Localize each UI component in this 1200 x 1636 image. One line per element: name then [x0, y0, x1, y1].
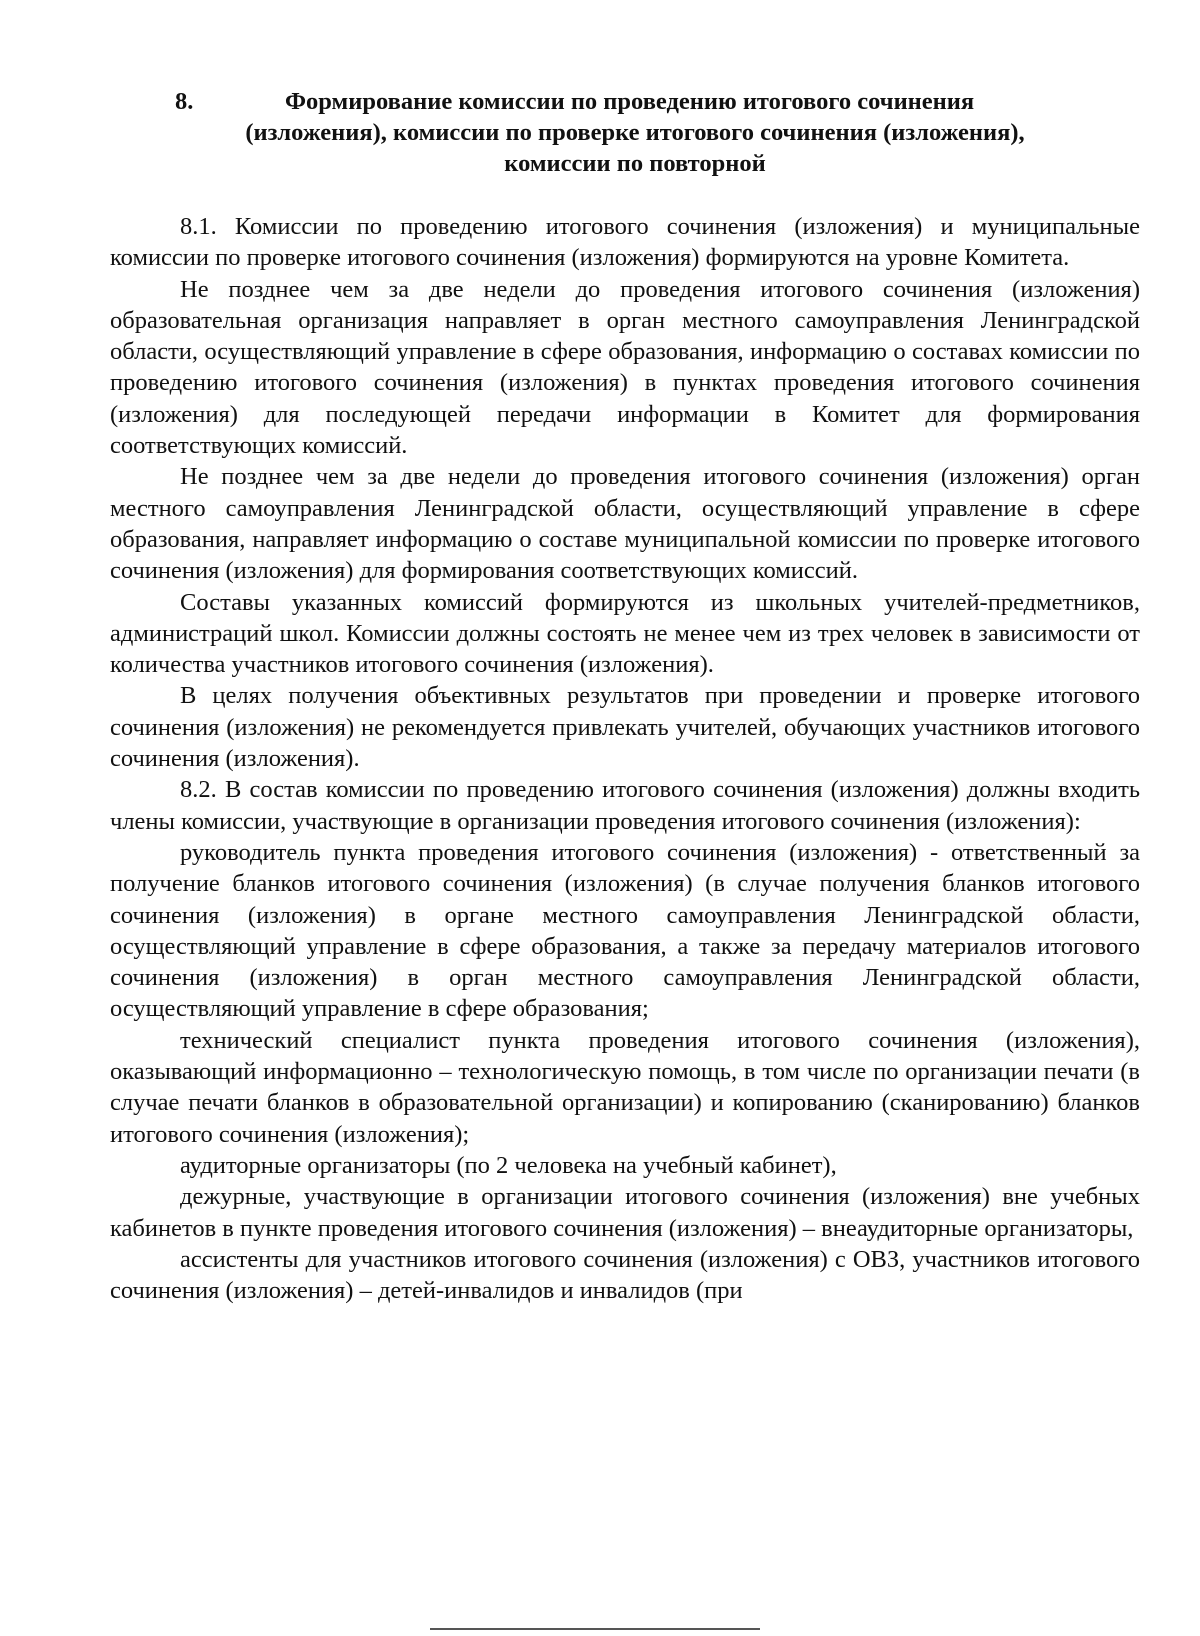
- heading-line-3: комиссии по повторной: [504, 150, 766, 177]
- list-item-assistants: ассистенты для участников итогового сочинения (изложения) с ОВЗ, участников итогового сочинения (изложения) – детей-инвалидов и инвалидов (при: [110, 1245, 1140, 1305]
- paragraph-8-2: 8.2. В состав комиссии по проведению итогового сочинения (изложения) должны входить члены комиссии, участвующие в организации проведения итогового сочинения (изложения):: [110, 776, 1140, 835]
- list-item-auditory-organizers: аудиторные организаторы (по 2 человека на учебный кабинет),: [180, 1151, 837, 1179]
- list-item-tech-specialist: технический специалист пункта проведения итогового сочинения (изложения), оказывающий информационно – технологическую помощь, в том числе по организации печати (в случае печати бланков в образовательной организации) и копированию (сканированию) бланков итогового сочинения (изложения);: [110, 1026, 1140, 1148]
- heading-line-1: Формирование комиссии по проведению итогового сочинения: [285, 88, 975, 115]
- list-item-duty-staff: дежурные, участвующие в организации итогового сочинения (изложения) вне учебных кабинетов в пункте проведения итогового сочинения (изложения) – внеаудиторные организаторы,: [110, 1183, 1140, 1242]
- section-number: 8.: [175, 88, 194, 115]
- paragraph: В целях получения объективных результатов при проведении и проверке итогового сочинения (изложения) не рекомендуется привлекать учителей, обучающих участников итогового сочинения (изложения).: [110, 682, 1140, 773]
- document-body: [110, 211, 1140, 1306]
- paragraph: Не позднее чем за две недели до проведения итогового сочинения (изложения) орган местного самоуправления Ленинградской области, осуществляющий управление в сфере образования, направляет информацию о составе муниципальной комиссии по проверке итогового сочинения (изложения) для формирования соответствующих комиссий.: [110, 463, 1140, 585]
- paragraph: Составы указанных комиссий формируются из школьных учителей-предметников, администраций школ. Комиссии должны состоять не менее чем из трех человек в зависимости от количества участников итогового сочинения (изложения).: [110, 588, 1140, 679]
- paragraph-8-1: 8.1. Комиссии по проведению итогового сочинения (изложения) и муниципальные комиссии по проверке итогового сочинения (изложения) формируются на уровне Комитета.: [110, 213, 1140, 272]
- paragraph: Не позднее чем за две недели до проведения итогового сочинения (изложения) образовательная организация направляет в орган местного самоуправления Ленинградской области, осуществляющий управление в сфере образования, информацию о составах комиссии по проведению итогового сочинения (изложения) в пунктах проведения итогового сочинения (изложения) для последующей передачи информации в Комитет для формирования соответствующих комиссий.: [110, 275, 1140, 460]
- scan-edge-line: [430, 1628, 760, 1630]
- list-item-head: руководитель пункта проведения итогового сочинения (изложения) - ответственный за получение бланков итогового сочинения (изложения) (в случае получения бланков итогового сочинения (изложения) в органе местного самоуправления Ленинградской области, осуществляющий управление в сфере образования, а также за передачу материалов итогового сочинения (изложения) в орган местного самоуправления Ленинградской области, осуществляющий управление в сфере образования;: [110, 838, 1140, 1023]
- heading-line-2: (изложения), комиссии по проверке итогового сочинения (изложения),: [245, 119, 1025, 146]
- section-heading: [175, 86, 1095, 179]
